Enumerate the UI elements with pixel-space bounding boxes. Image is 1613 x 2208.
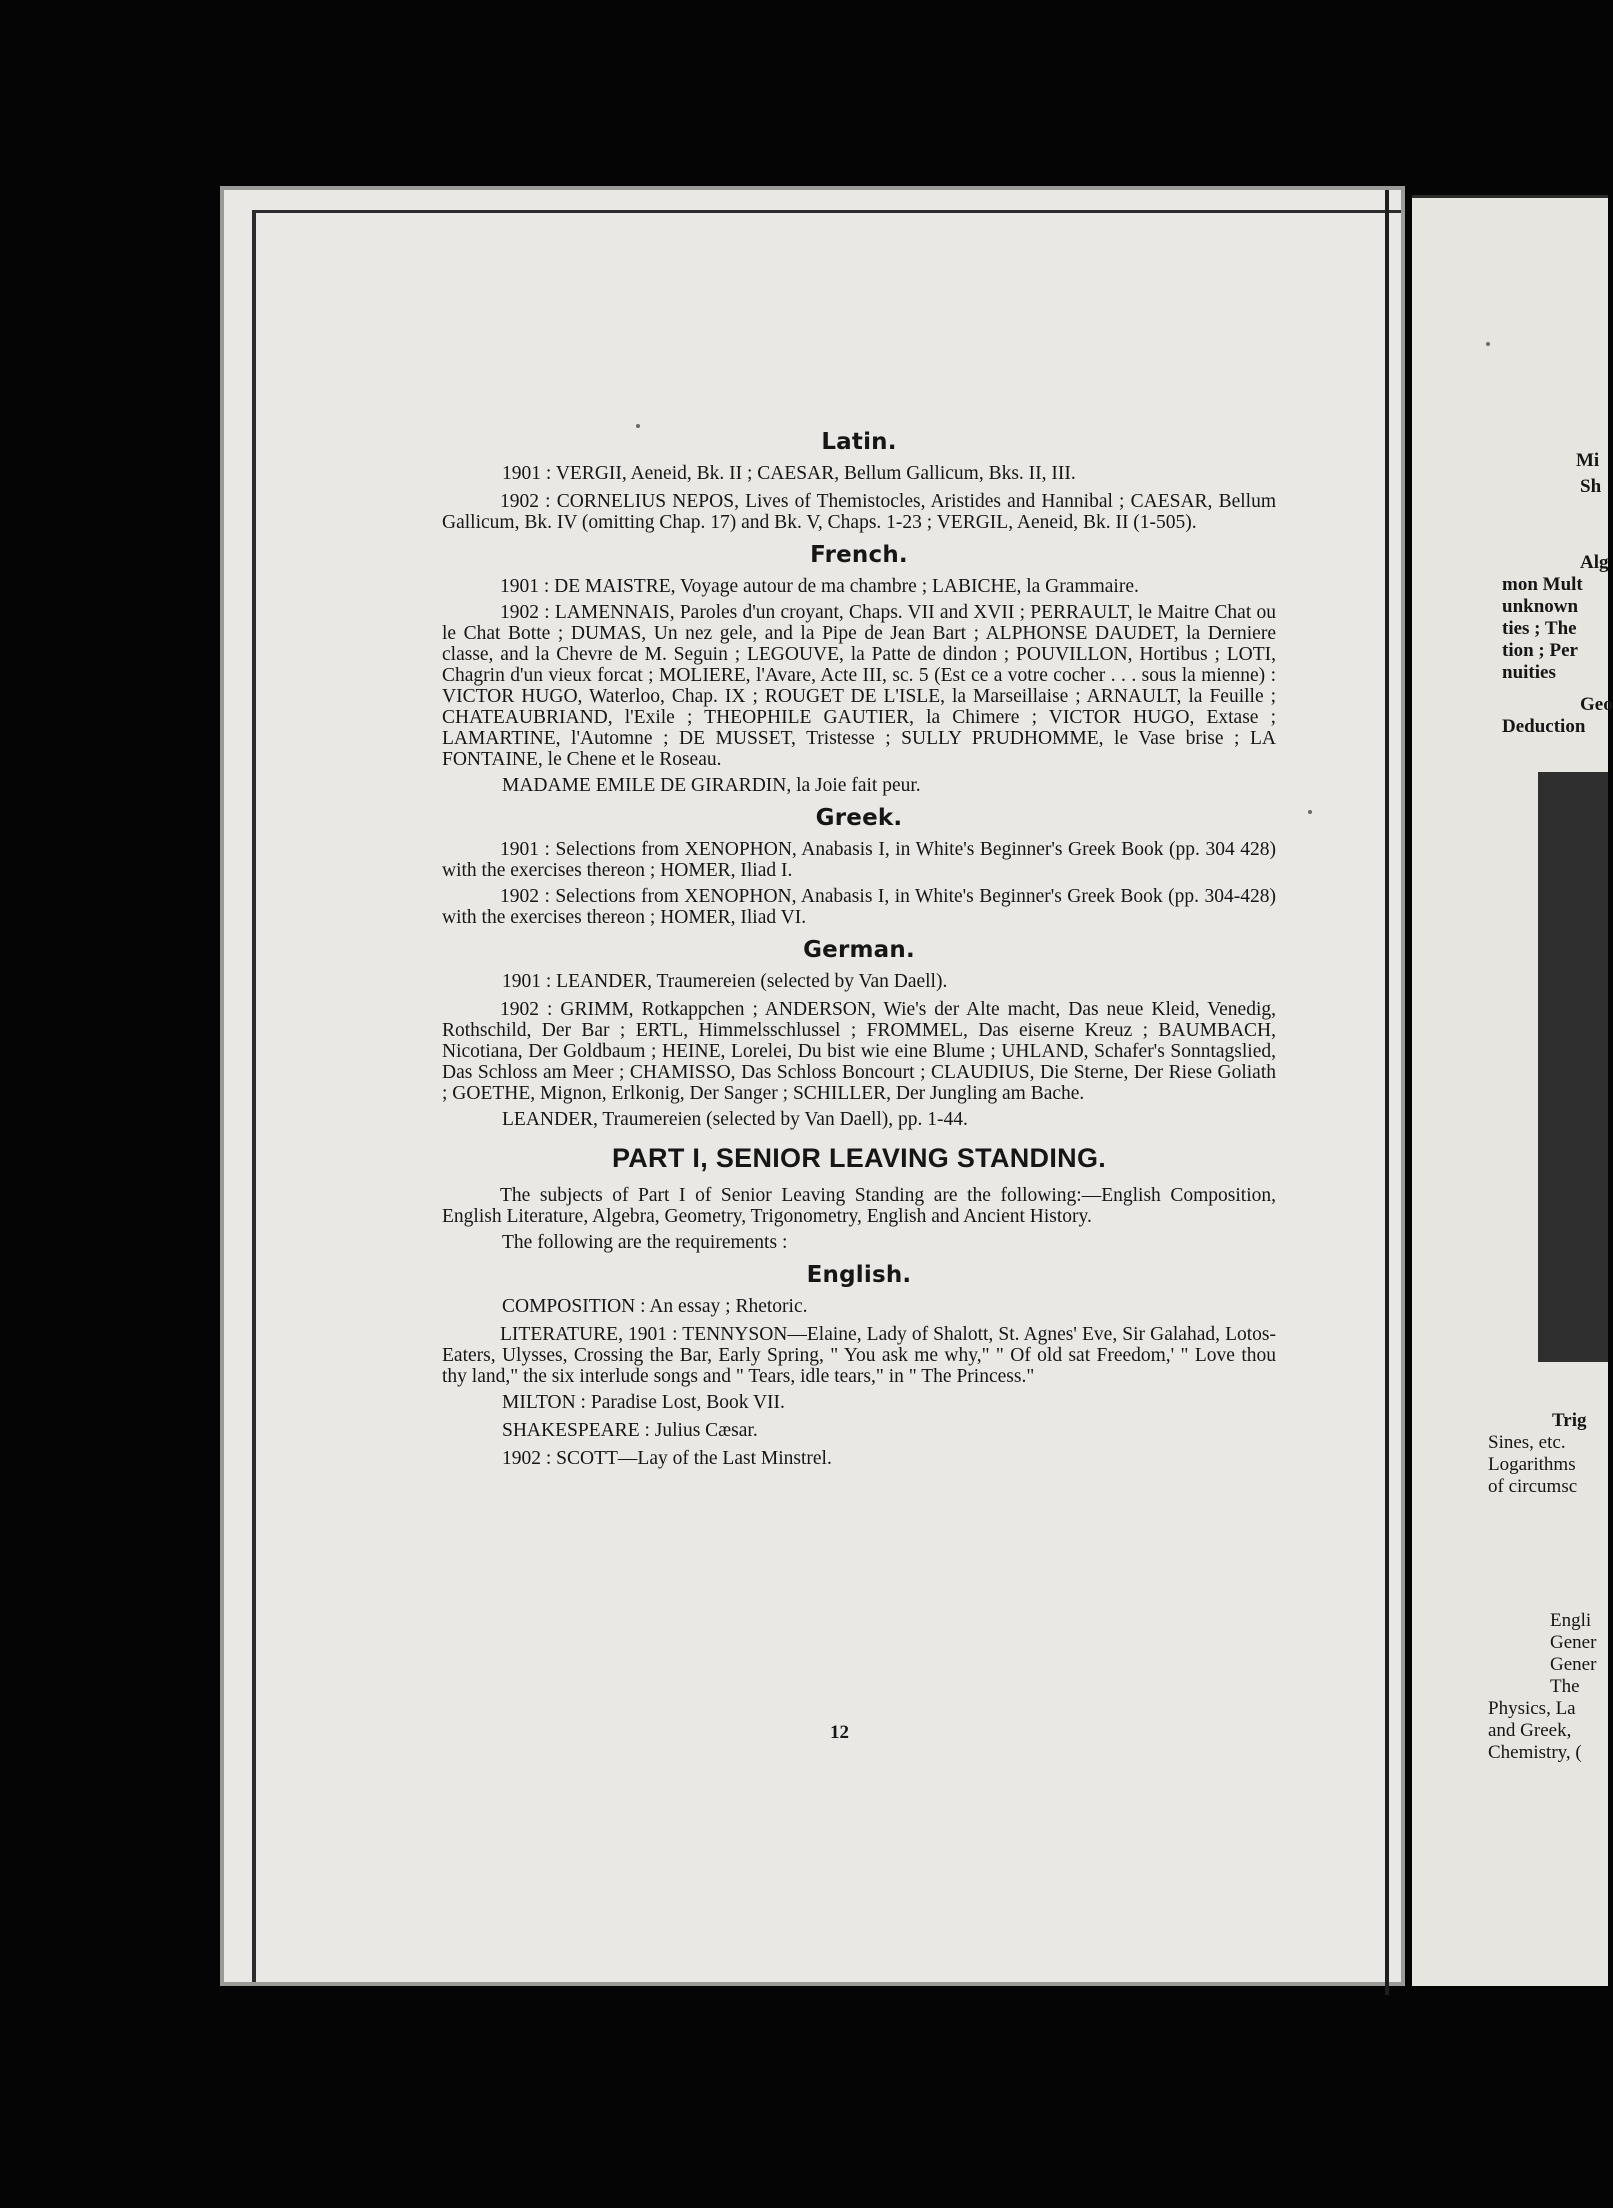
right-page-line: Gener	[1550, 1654, 1597, 1675]
right-page-line: Physics, La	[1488, 1698, 1576, 1719]
right-page-fragment	[1412, 195, 1613, 1986]
right-page-line: Sh	[1580, 476, 1602, 497]
right-page-line: Mi	[1576, 450, 1600, 471]
right-page-line: unknown	[1502, 596, 1579, 617]
right-page-line: nuities	[1502, 662, 1556, 683]
english-shakespeare: SHAKESPEARE : Julius Cæsar.	[502, 1420, 758, 1441]
right-page-line: Engli	[1550, 1610, 1592, 1631]
right-page-line: Sines, etc.	[1488, 1432, 1566, 1453]
print-speck	[1308, 810, 1312, 814]
page-body	[442, 420, 1276, 1476]
right-page-line: The	[1550, 1676, 1580, 1697]
french-heading: French.	[810, 542, 908, 568]
right-page-line: Chemistry, (	[1488, 1742, 1582, 1763]
english-composition: COMPOSITION : An essay ; Rhetoric.	[502, 1296, 808, 1317]
greek-heading: Greek.	[815, 805, 903, 831]
german-1902: 1902 : GRIMM, Rotkappchen ; ANDERSON, Wie's der Alte macht, Das neue Kleid, Venedig, Rothschild, Der Bar ; ERTL, Himmelsschlussel ; FROMMEL, Das eiserne Kreuz ; BAUMBACH, Nicotiana, Der Goldbaum ; HEINE, Lorelei, Du bist wie eine Blume ; UHLAND, Schafer's Sonntagslied, Das Schloss am Meer ; CHAMISSO, Das Schloss Boncourt ; CLAUDIUS, Die Sterne, Der Riese Goliath ; GOETHE, Mignon, Erlkonig, Der Sanger ; SCHILLER, Der Jungling am Bache.	[442, 999, 1276, 1104]
right-page-line: of circumsc	[1488, 1476, 1578, 1497]
print-speck	[636, 424, 640, 428]
german-1901: 1901 : LEANDER, Traumereien (selected by Van Daell).	[502, 971, 948, 992]
french-1902: 1902 : LAMENNAIS, Paroles d'un croyant, Chaps. VII and XVII ; PERRAULT, le Maitre Chat ou le Chat Botte ; DUMAS, Un nez gele, and la Pipe de Jean Bart ; ALPHONSE DAUDET, la Derniere classe, and la Chevre de M. Seguin ; LEGOUVE, la Patte de dindon ; POUVILLON, Hortibus ; LOTI, Chagrin d'un vieux forcat ; MOLIERE, l'Avare, Acte III, sc. 5 (Est ce a votre cocher . . . sous la mienne) : VICTOR HUGO, Waterloo, Chap. IX ; ROUGET DE L'ISLE, la Marseillaise ; ARNAULT, la Feuille ; CHATEAUBRIAND, l'Exile ; THEOPHILE GAUTIER, la Chimere ; VICTOR HUGO, Extase ; LAMARTINE, l'Automne ; DE MUSSET, Tristesse ; SULLY PRUDHOMME, le Vase brise ; LA FONTAINE, le Chene et le Roseau.	[442, 602, 1276, 770]
right-page-line: Gener	[1550, 1632, 1597, 1653]
latin-1902: 1902 : CORNELIUS NEPOS, Lives of Themistocles, Aristides and Hannibal ; CAESAR, Bellum Gallicum, Bk. IV (omitting Chap. 17) and Bk. V, Chaps. 1-23 ; VERGIL, Aeneid, Bk. II (1-505).	[442, 491, 1276, 533]
right-page-line: Deduction	[1502, 716, 1586, 737]
right-page-line: tion ; Per	[1502, 640, 1578, 661]
part1-requirements: The following are the requirements :	[502, 1232, 788, 1253]
latin-1901: 1901 : VERGII, Aeneid, Bk. II ; CAESAR, Bellum Gallicum, Bks. II, III.	[502, 463, 1076, 484]
greek-1902: 1902 : Selections from XENOPHON, Anabasis I, in White's Beginner's Greek Book (pp. 304-428) with the exercises thereon ; HOMER, Iliad VI.	[442, 886, 1276, 928]
greek-1901: 1901 : Selections from XENOPHON, Anabasis I, in White's Beginner's Greek Book (pp. 304 428) with the exercises thereon ; HOMER, Iliad I.	[442, 839, 1276, 881]
german-leander: LEANDER, Traumereien (selected by Van Daell), pp. 1-44.	[502, 1109, 968, 1130]
french-girardin: MADAME EMILE DE GIRARDIN, la Joie fait peur.	[502, 775, 921, 796]
part1-heading: PART I, SENIOR LEAVING STANDING.	[611, 1143, 1107, 1173]
right-page-line: Geo	[1580, 694, 1613, 715]
german-heading: German.	[803, 937, 915, 963]
latin-heading: Latin.	[821, 429, 897, 455]
print-speck	[1486, 342, 1490, 346]
english-milton: MILTON : Paradise Lost, Book VII.	[502, 1392, 785, 1413]
right-page-photo	[1538, 772, 1608, 1362]
english-literature: LITERATURE, 1901 : TENNYSON—Elaine, Lady of Shalott, St. Agnes' Eve, Sir Galahad, Lotos-Eaters, Ulysses, Crossing the Bar, Early Spring, " You ask me why," " Of old sat Freedom,' " Love thou thy land," the six interlude songs and " Tears, idle tears," in " The Princess."	[442, 1324, 1276, 1387]
right-page-line: mon Mult	[1502, 574, 1583, 595]
right-page-line: ties ; The	[1502, 618, 1577, 639]
right-page-line: and Greek,	[1488, 1720, 1572, 1741]
french-1901: 1901 : DE MAISTRE, Voyage autour de ma chambre ; LABICHE, la Grammaire.	[500, 576, 1139, 597]
part1-intro: The subjects of Part I of Senior Leaving Standing are the following:—English Composition, English Literature, Algebra, Geometry, Trigonometry, English and Ancient History.	[442, 1185, 1276, 1227]
english-heading: English.	[806, 1262, 912, 1288]
right-page-line: Trig	[1552, 1410, 1587, 1431]
page-number: 12	[830, 1722, 849, 1743]
book-gutter	[1385, 190, 1389, 1995]
right-page-line: Alg	[1580, 552, 1609, 573]
english-scott: 1902 : SCOTT—Lay of the Last Minstrel.	[502, 1448, 832, 1469]
right-page-line: Logarithms	[1488, 1454, 1576, 1475]
